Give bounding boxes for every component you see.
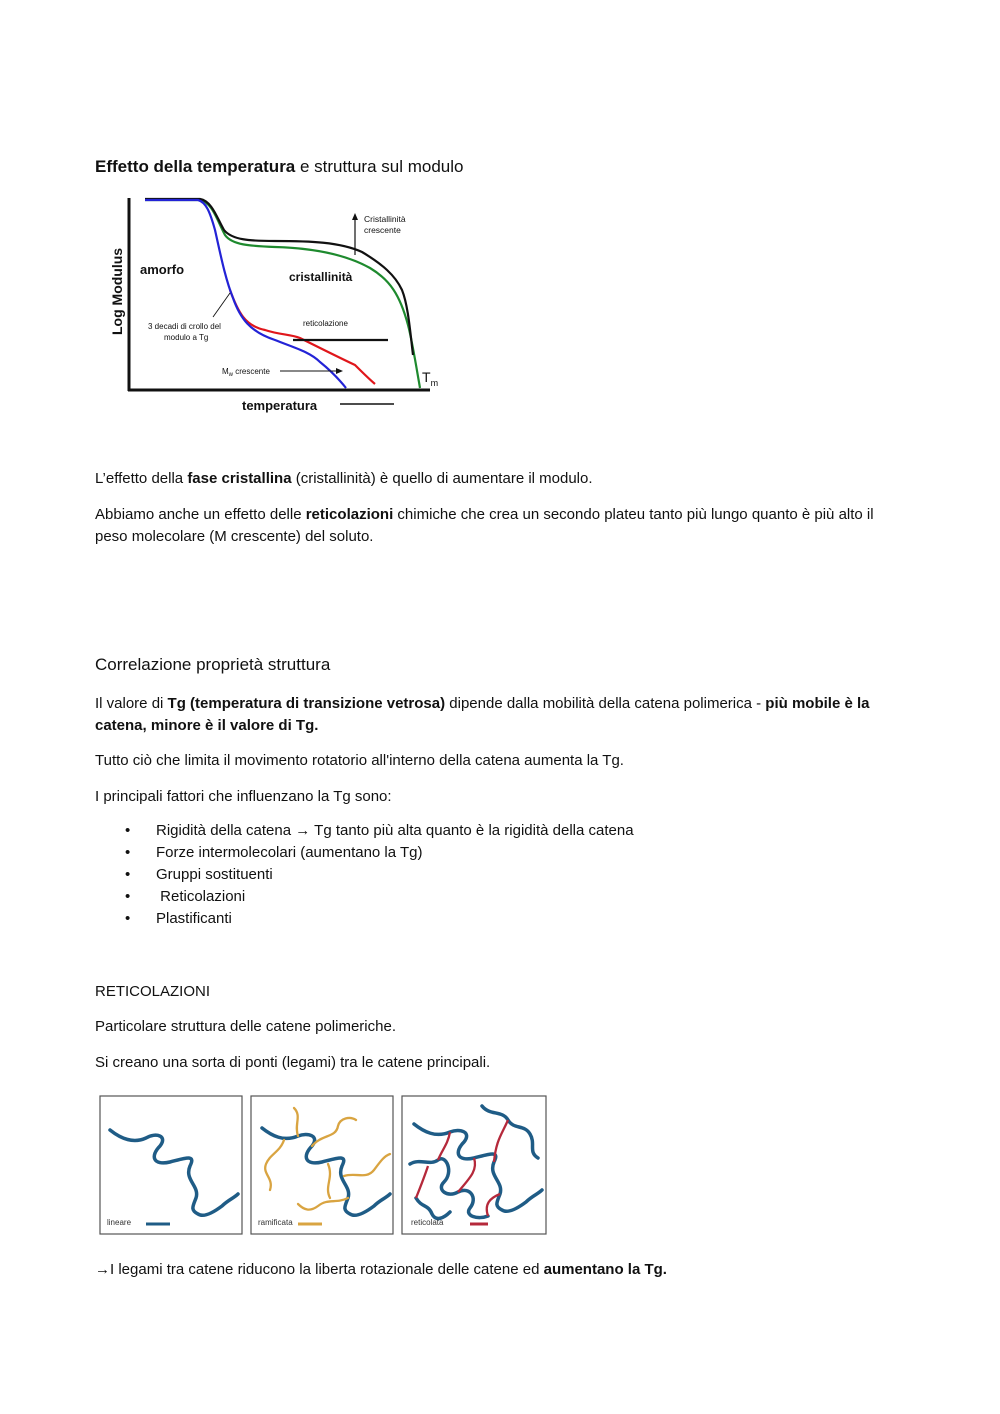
label-tm: $T_m$: [422, 369, 439, 388]
label-amorfo: amorfo: [140, 262, 185, 277]
text: chimiche che crea un secondo plateu tanto più lungo quanto è più alto il peso molecolare (M crescente) del soluto.: [95, 506, 874, 545]
arrowhead-mw: [336, 368, 343, 374]
list-item-text: Reticolazioni: [156, 888, 246, 905]
paragraph-tg: [95, 693, 905, 737]
list-item-text: Forze intermolecolari (aumentano la Tg): [156, 844, 423, 861]
panel-reticolata: [402, 1096, 546, 1234]
panel-label-reticolata: reticolata: [411, 1218, 444, 1227]
bullet-glyph: •: [125, 888, 131, 905]
paragraph-conclusione: [95, 1259, 905, 1281]
text: (cristallinità) è quello di aumentare il modulo.: [291, 470, 593, 487]
bullet-glyph: •: [125, 866, 131, 883]
section-title-rest: e struttura sul modulo: [295, 157, 464, 176]
panel-ramificata: [251, 1096, 393, 1234]
text-bold: Tg (temperatura di transizione vetrosa): [167, 695, 446, 712]
list-item: [95, 908, 634, 930]
label-mw-crescente: $M_w$ crescente: [222, 367, 270, 378]
factors-list: [95, 820, 634, 930]
list-item: [95, 864, 634, 886]
panel-label-lineare: lineare: [107, 1218, 132, 1227]
bullet-glyph: •: [125, 844, 131, 861]
chart-x-label: temperatura: [242, 398, 318, 413]
panel-lineare: [100, 1096, 242, 1234]
section-title-correlazione: Correlazione proprietà struttura: [95, 655, 331, 674]
arrowhead-cristallinita: [352, 213, 358, 220]
panel-frame: [100, 1096, 242, 1234]
text: Il valore di: [95, 695, 168, 712]
text-bold: fase cristallina: [187, 470, 292, 487]
paragraph-fase-cristallina: [95, 468, 905, 490]
section-title-reticolazioni: RETICOLAZIONI: [95, 983, 211, 1000]
label-cristallinita-crescente-2: crescente: [364, 225, 401, 235]
label-reticolazione: reticolazione: [303, 319, 348, 328]
bullet-glyph: •: [125, 822, 131, 839]
panel-frame: [251, 1096, 393, 1234]
section-title-bold: Effetto della temperatura: [95, 157, 296, 176]
label-cristallinita: cristallinità: [289, 270, 353, 284]
paragraph-struttura: Particolare struttura delle catene polimeriche.: [95, 1018, 396, 1035]
text: L’effetto della: [95, 470, 188, 487]
polymer-chain-structures-diagram: [98, 1094, 550, 1238]
list-item-text: Rigidità della catena → Tg tanto più alta quanto è la rigidità della catena: [156, 822, 634, 839]
text-bold: aumentano la Tg.: [543, 1261, 667, 1278]
label-crollo-2: modulo a Tg: [164, 333, 209, 342]
paragraph-movimento: Tutto ciò che limita il movimento rotatorio all'interno della catena aumenta la Tg.: [95, 752, 624, 769]
paragraph-ponti: Si creano una sorta di ponti (legami) tra le catene principali.: [95, 1054, 491, 1071]
paragraph-fattori: I principali fattori che influenzano la Tg sono:: [95, 788, 392, 805]
paragraph-reticolazioni: [95, 504, 905, 548]
bullet-glyph: •: [125, 910, 131, 927]
list-item-text: Plastificanti: [156, 910, 232, 927]
chart-y-label: Log Modulus: [109, 247, 125, 335]
pointer-crollo: [213, 293, 230, 317]
section-title-temperature: [95, 157, 463, 177]
list-item: [95, 886, 634, 908]
text-bold: più mobile è la catena, minore è il valore di Tg.: [95, 695, 870, 734]
text-bold: reticolazioni: [305, 506, 394, 523]
text: dipende dalla mobilità della catena polimerica -: [445, 695, 766, 712]
text: Abbiamo anche un effetto delle: [95, 506, 306, 523]
label-cristallinita-crescente-1: Cristallinità: [364, 214, 406, 224]
label-crollo-1: 3 decadi di crollo del: [148, 322, 221, 331]
text: →I legami tra catene riducono la liberta rotazionale delle catene ed: [95, 1261, 544, 1278]
list-item: [95, 820, 634, 842]
curve-blue-amorphous: [145, 200, 346, 388]
modulus-temperature-chart: [100, 190, 450, 420]
panel-label-ramificata: ramificata: [258, 1218, 293, 1227]
list-item-text: Gruppi sostituenti: [156, 866, 273, 883]
list-item: [95, 842, 634, 864]
